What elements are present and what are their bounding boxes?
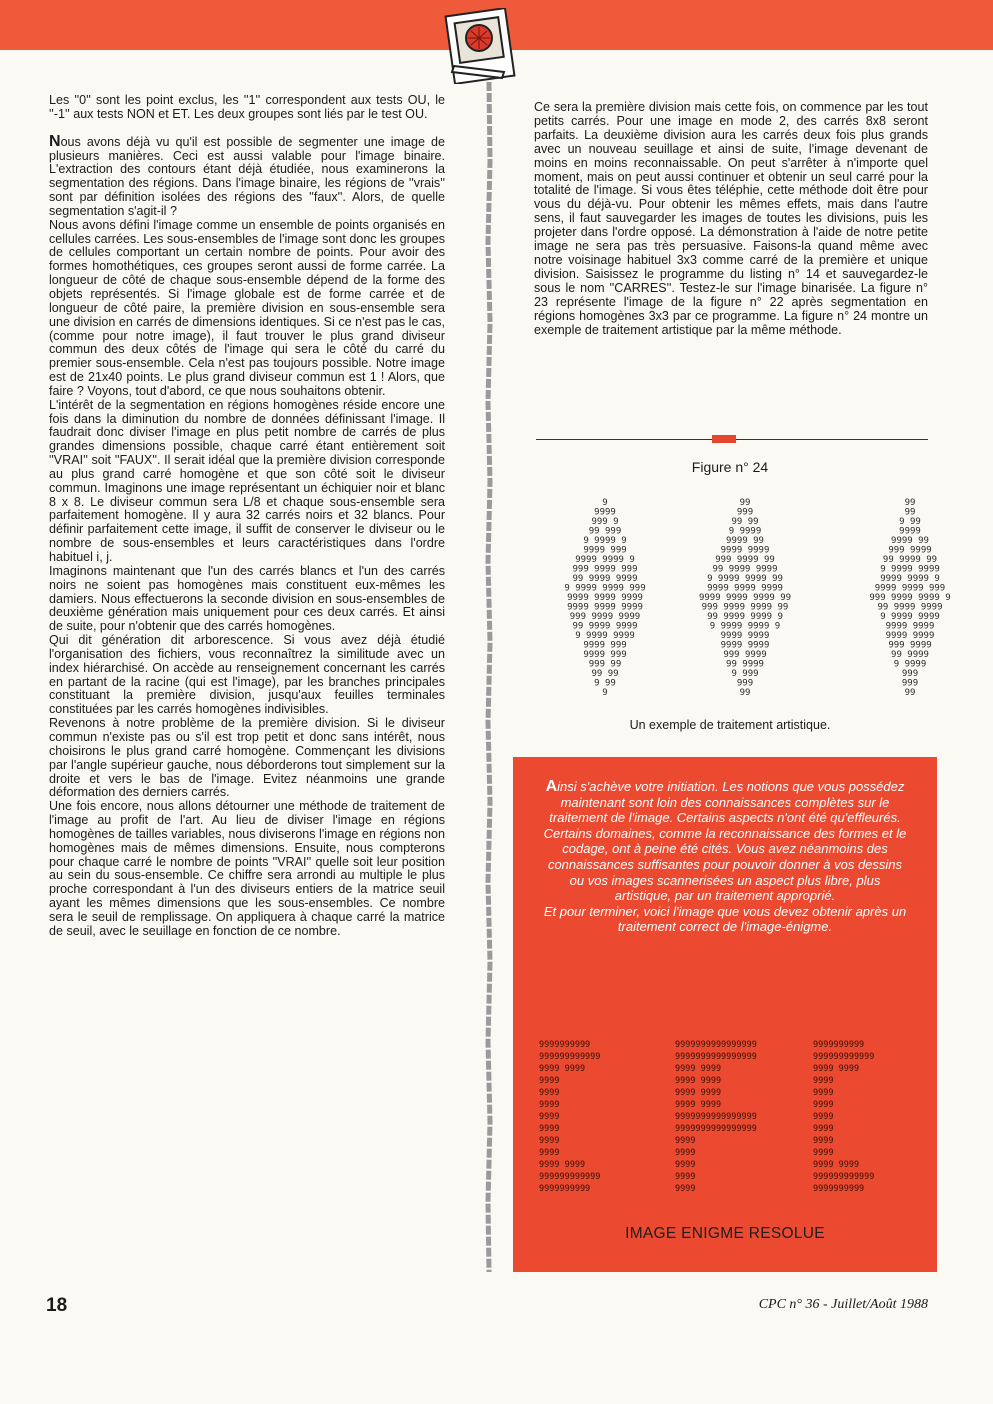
svg-text:9: 9 (602, 498, 608, 508)
svg-text:999999999999: 999999999999 (539, 1172, 601, 1182)
svg-text:9999 9999: 9999 9999 (675, 1064, 722, 1074)
svg-text:999 9999 9999 99: 999 9999 9999 99 (701, 602, 789, 613)
svg-text:9 9999 9999 999: 9 9999 9999 999 (564, 583, 646, 594)
issue-reference: CPC n° 36 - Juillet/Août 1988 (758, 1297, 928, 1312)
svg-text:9999: 9999 (539, 1088, 560, 1098)
svg-text:9999: 9999 (899, 526, 921, 537)
drop-cap: N (49, 132, 61, 150)
svg-text:9 9999: 9 9999 (893, 659, 927, 670)
svg-text:999 9999 9999: 999 9999 9999 (569, 612, 641, 622)
svg-text:9999 99: 9999 99 (891, 536, 929, 546)
svg-text:9999 9999: 9999 9999 (885, 621, 935, 632)
page-number: 18 (46, 1295, 68, 1316)
svg-text:9999 9999: 9999 9999 (675, 1100, 722, 1110)
svg-text:999 9999: 999 9999 (888, 545, 932, 556)
svg-text:9999: 9999 (675, 1148, 696, 1158)
section-logo-icon (444, 8, 516, 84)
svg-text:99 9999: 99 9999 (891, 650, 929, 660)
svg-text:999 9999: 999 9999 (888, 640, 932, 651)
svg-text:9999 9999 9: 9999 9999 9 (880, 574, 940, 584)
svg-text:9999: 9999 (813, 1124, 834, 1134)
svg-text:99: 99 (739, 688, 751, 698)
svg-text:9999 9999: 9999 9999 (539, 1160, 586, 1170)
svg-text:9999 9999 9999: 9999 9999 9999 (567, 602, 643, 613)
svg-text:999999999999: 999999999999 (813, 1172, 875, 1182)
svg-text:9999999999: 9999999999 (539, 1184, 591, 1194)
svg-text:9999 9999: 9999 9999 (675, 1076, 722, 1086)
svg-text:9 9999 9999 9: 9 9999 9999 9 (709, 621, 781, 632)
paragraph: Revenons à notre problème de la première division. Si le diviseur commun n'existe pas ou s'il est trop petit et donc sans intérêt, nous choisirons le plus grand carré homogène. Commençant les divisions par l'angle supérieur gauche, nous déborderons tout simplement sur la droite et vers le bas de l'image. Evitez néanmoins une grande déformation des derniers carrés. (49, 716, 445, 800)
svg-text:99 9999: 99 9999 (726, 659, 764, 670)
separator-mark (712, 435, 736, 443)
svg-text:9999 999: 9999 999 (583, 650, 627, 660)
svg-text:9 999: 9 999 (731, 669, 759, 679)
svg-text:9 9999 9999: 9 9999 9999 (880, 612, 940, 622)
svg-text:99 99: 99 99 (591, 669, 619, 679)
svg-text:9999999999999999: 9999999999999999 (675, 1040, 757, 1050)
svg-text:9999 999: 9999 999 (583, 640, 627, 651)
svg-text:9999: 9999 (675, 1172, 696, 1182)
svg-text:9999: 9999 (675, 1184, 696, 1194)
svg-text:9999 9999: 9999 9999 (885, 631, 935, 641)
paragraph: Imaginons maintenant que l'un des carrés blancs et l'un des carrés noirs ne soient pas homogènes mais constituent eux-mêmes les damiers. Nous effectuerons la seconde division en sous-ensembles de deuxième génération mais uniquement pour ces deux carrés. Et ainsi de suite, pour n'obtenir que des carrés homogènes. (49, 563, 445, 634)
svg-text:9999 9999 9: 9999 9999 9 (575, 555, 635, 565)
paragraph (49, 132, 445, 219)
enigma-caption: IMAGE ENIGME RESOLUE (625, 1225, 825, 1242)
figure-ascii-art (520, 495, 970, 710)
svg-text:9999 9999: 9999 9999 (813, 1160, 860, 1170)
svg-text:9: 9 (602, 688, 608, 698)
column-divider (484, 82, 494, 1272)
svg-text:9999: 9999 (813, 1076, 834, 1086)
svg-text:999 9999 9999 9: 999 9999 9999 9 (869, 593, 951, 603)
svg-text:999: 999 (736, 678, 754, 689)
figure-title: Figure n° 24 (691, 459, 769, 475)
paragraph: Qui dit génération dit arborescence. Si vous avez déjà étudié l'organisation des fichiers, vous reconnaîtrez la similitude avec un index hiérarchisé. On accède au renseignement concernant les carrés en partant de la racine (qui est l'image), par les branches principales constituant la première division, jusqu'aux feuilles terminales constituées par les carrés homogènes indivisibles. (49, 633, 445, 717)
conclusion-text (543, 779, 907, 935)
svg-text:9999: 9999 (594, 507, 616, 518)
svg-text:999 9: 999 9 (591, 517, 619, 527)
svg-text:9999999999999999: 9999999999999999 (675, 1052, 757, 1062)
svg-text:9999 9999: 9999 9999 (720, 631, 770, 641)
svg-text:9999: 9999 (813, 1136, 834, 1146)
svg-text:9999 999: 9999 999 (583, 545, 627, 556)
svg-text:9999: 9999 (813, 1148, 834, 1158)
svg-text:9999 9999: 9999 9999 (539, 1064, 586, 1074)
enigma-solution-art (513, 1039, 937, 1201)
paragraph: Les ''0'' sont les point exclus, les ''1'' correspondent aux tests OU, le ''-1'' aux tests NON et ET. Les deux groupes sont liés par le test OU. (49, 94, 445, 121)
conclusion-box (513, 757, 937, 1272)
svg-text:9 99: 9 99 (899, 517, 921, 527)
svg-text:9999 9999: 9999 9999 (720, 640, 770, 651)
svg-text:9 9999 9999: 9 9999 9999 (880, 564, 940, 575)
svg-text:9999 9999 999: 9999 9999 999 (874, 583, 946, 594)
svg-text:9999 9999: 9999 9999 (813, 1064, 860, 1074)
paragraph: Nous avons défini l'image comme un ensemble de points organisés en cellules carrées. Les sous-ensembles de l'image sont donc les groupes de cellules comportant un certain nombre de points. Pour avoir des formes homothétiques, ces groupes seront aussi de forme carrée. La longueur de côté de chaque sous-ensemble dépend de la forme des objets représentés. Si l'image globale est de forme carrée et de longueur de côté paire, la première division en sous-ensemble sera une division en carrés de dimensions identiques. Si ce n'est pas le cas, (comme pour notre image), il faut trouver le plus grand diviseur commun des deux côtés de l'image qui sera le côté du carré du premier sous-ensemble. Cela n'est pas toujours possible. Notre image est de 21x40 points. Le plus grand diviseur commun est 1 ! Alors, que faire ? Voyons, tout d'abord, ce que nous souhaitons obtenir. (49, 217, 445, 398)
svg-text:99 999: 99 999 (588, 526, 622, 537)
svg-text:9 9999 9999 99: 9 9999 9999 99 (707, 574, 783, 584)
svg-text:9999 9999 9999: 9999 9999 9999 (567, 593, 643, 603)
svg-text:99 99: 99 99 (731, 517, 759, 527)
svg-text:9999: 9999 (539, 1112, 560, 1122)
svg-text:999: 999 (736, 507, 754, 518)
svg-text:99 9999 9999: 99 9999 9999 (712, 564, 778, 575)
svg-text:9999: 9999 (675, 1160, 696, 1170)
svg-text:9999: 9999 (813, 1100, 834, 1110)
svg-text:999999999999: 999999999999 (813, 1052, 875, 1062)
svg-text:999 99: 999 99 (588, 659, 622, 670)
svg-text:9999999999999999: 9999999999999999 (675, 1112, 757, 1122)
svg-text:9999: 9999 (539, 1148, 560, 1158)
svg-text:9 99: 9 99 (594, 678, 616, 689)
svg-text:99 9999 9999: 99 9999 9999 (877, 602, 943, 613)
svg-text:99: 99 (904, 498, 916, 508)
svg-text:9999999999999999: 9999999999999999 (675, 1124, 757, 1134)
svg-text:9999 99: 9999 99 (726, 536, 764, 546)
paragraph: Ce sera la première division mais cette fois, on commence par les tout petits carrés. Pour une image en mode 2, des carrés 8x8 seront parfaits. La deuxième division aura les carrés deux fois plus grands avec un nouveau seuillage et ainsi de suite, l'image devenant de moins en moins reconnaissable. On peut s'arrêter à n'importe quel moment, mais on peut aussi continuer et obtenir un seul carré pour la totalité de l'image. Si vous êtes téléphie, cette méthode doit être pour vous du déjà-vu. Pour obtenir les mêmes effets, mais dans l'autre sens, il faut sauvegarder les images de toutes les divisions, puis les projeter dans l'ordre opposé. La démonstration à l'aide de notre petite image ne sera pas très persuasive. Faisons-la quand même avec notre voisinage habituel 3x3 comme carré de la première et unique division. Saisissez le programme du listing n° 14 et sauvegardez-le sous le nom ''CARRES''. Testez-le sur l'image binarisée. La figure n° 23 représente l'image de la figure n° 22 après segmentation en régions homogènes 3x3 par ce programme. La figure n° 24 montre un exemple de traitement artistique par la même méthode. (534, 101, 928, 337)
svg-text:9999999999: 9999999999 (813, 1040, 865, 1050)
paragraph: L'intérêt de la segmentation en régions homogènes réside encore une fois dans la diminution du nombre de données définissant l'image. Il faudrait donc diviser l'image en plus petit nombre de carrés de plus grandes dimensions possible, chaque carré étant entièrement soit ''VRAI'' soit ''FAUX''. Il serait idéal que la première division corresponde au plus grand carré homogène et que son côté soit le diviseur commun. Imaginons une image représentant un échiquier noir et blanc 8 x 8. Le diviseur commun sera L/8 et chaque sous-ensemble sera parfaitement homogène. Il y aura 32 carrés noirs et 32 blancs. Pour définir parfaitement cette image, il suffit de conserver le diviseur ou le nombre de sous-ensembles et leurs caractéristiques dans l'ordre habituel i, j. (49, 397, 445, 564)
svg-text:9999: 9999 (813, 1088, 834, 1098)
svg-text:9999999999: 9999999999 (539, 1040, 591, 1050)
svg-text:9 9999: 9 9999 (728, 526, 762, 537)
svg-text:9999: 9999 (539, 1076, 560, 1086)
svg-text:9999: 9999 (539, 1136, 560, 1146)
conclusion-paragraph: insi s'achève votre initiation. Les notions que vous possédez maintenant sont loin des connaissances complètes sur le traitement de l'image. Certains aspects n'ont été qu'effleurés. Certains domaines, comme la reconnaissance des formes et le codage, ont à peine été cités. Vous avez néanmoins des connaissances suffisantes pour pouvoir donner à vos dessins ou vos images scannerisées un aspect plus libre, plus artistique, par un traitement approprié. (543, 779, 907, 904)
svg-text:999999999999: 999999999999 (539, 1052, 601, 1062)
svg-text:99 9999 9999: 99 9999 9999 (572, 621, 638, 632)
svg-text:99: 99 (739, 498, 751, 508)
article-left-column (49, 94, 445, 1294)
svg-text:999: 999 (901, 678, 919, 689)
svg-text:9999: 9999 (539, 1124, 560, 1134)
svg-text:99: 99 (904, 507, 916, 518)
drop-cap: A (545, 778, 558, 795)
article-right-column (534, 101, 928, 431)
svg-text:9999999999: 9999999999 (813, 1184, 865, 1194)
svg-text:9999 9999: 9999 9999 (675, 1088, 722, 1098)
svg-text:9 9999 9999: 9 9999 9999 (575, 631, 635, 641)
svg-text:99 9999 9999: 99 9999 9999 (572, 574, 638, 584)
svg-text:9 9999 9: 9 9999 9 (583, 536, 627, 546)
svg-text:9999: 9999 (813, 1112, 834, 1122)
conclusion-paragraph: Et pour terminer, voici l'image que vous devez obtenir après un traitement correct de l'image-énigme. (543, 903, 907, 935)
svg-text:999 9999 999: 999 9999 999 (572, 564, 638, 575)
svg-text:9999 9999: 9999 9999 (720, 545, 770, 556)
svg-text:9999 9999 9999: 9999 9999 9999 (707, 583, 783, 594)
paragraph-text: ous avons déjà vu qu'il est possible de segmenter une image de plusieurs manières. Ceci est aussi valable pour l'image binaire. L'extraction des contours étant déjà étudiée, nous examinerons la segmentation des régions. Dans l'image binaire, les régions de ''vrais'' sont par définition isolées des régions des ''faux''. Alors, de quelle segmentation s'agit-il ? (49, 134, 445, 218)
svg-text:9999: 9999 (675, 1136, 696, 1146)
svg-text:99 9999 99: 99 9999 99 (882, 555, 938, 565)
svg-text:999 9999: 999 9999 (723, 650, 767, 660)
svg-text:9999: 9999 (539, 1100, 560, 1110)
figure-caption: Un exemple de traitement artistique. (629, 718, 831, 732)
svg-text:999: 999 (901, 669, 919, 679)
svg-text:99 9999 9999 9: 99 9999 9999 9 (707, 612, 783, 622)
svg-text:99: 99 (904, 688, 916, 698)
paragraph: Une fois encore, nous allons détourner une méthode de traitement de l'image au profit de l'art. Au lieu de diviser l'image en régions homogènes de tailles variables, nous diviserons l'image en régions non homogènes mais de mêmes dimensions. Ensuite, nous compterons pour chaque carré le nombre de points ''VRAI'' quelle soit leur position au sein du sous-ensemble. Ce chiffre sera arrondi au multiple le plus proche correspondant à l'un des diviseurs entiers de la matrice seuil ayant les mêmes dimensions que les sous-ensembles. Ce nombre sera le seuil de remplissage. On appliquera à chaque carré la matrice de seuil, avec le seuillage en fonction de ce nombre. (49, 799, 445, 938)
svg-text:999 9999 99: 999 9999 99 (715, 555, 775, 565)
svg-text:9999 9999 9999 99: 9999 9999 9999 99 (698, 593, 792, 603)
